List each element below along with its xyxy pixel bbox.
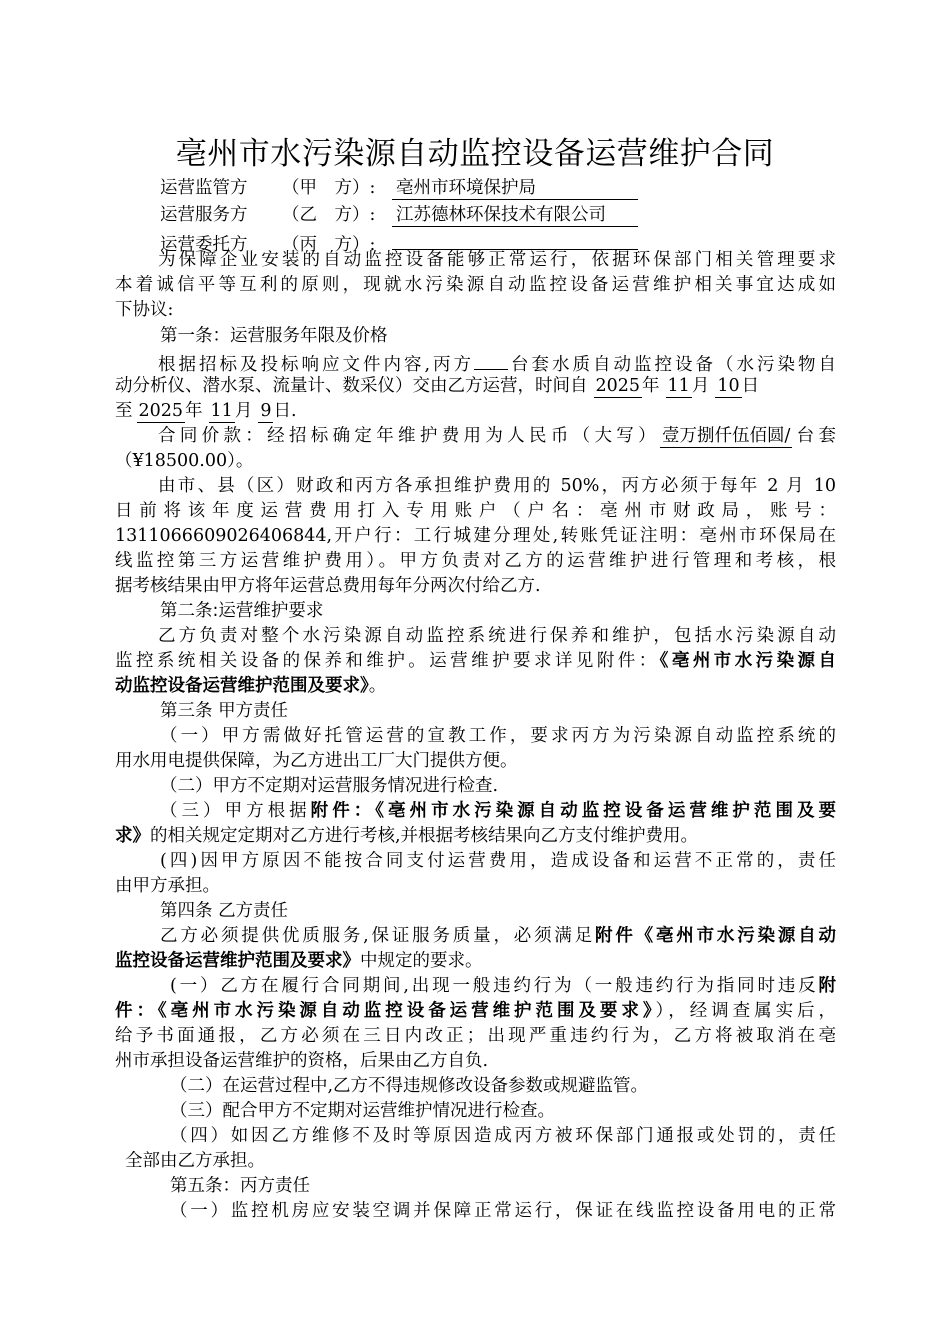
text: 日. (273, 401, 297, 421)
text: ），经调查属实后， (655, 1001, 837, 1021)
article-4-line (115, 949, 483, 974)
attachment-ref: 监控设备运营维护范围及要求》 (115, 951, 360, 971)
article-5-heading: 第五条：丙方责任 (170, 1176, 310, 1196)
party-name: 亳州市环境保护局 (392, 177, 638, 200)
article-3-item: （二）甲方不定期对运营服务情况进行检查. (160, 776, 499, 796)
party-service (160, 203, 638, 227)
text: 动分析仪、潜水泵、流量计、数采仪）交由乙方运营，时间自 (115, 376, 588, 396)
price-number: （¥18500.00）。 (115, 451, 254, 471)
payment-line: 1311066609026406844,开户行：工行城建分理处,转账凭证注明：亳州市环保局在 (115, 526, 836, 546)
article-2-heading: 第二条:运营维护要求 (160, 601, 324, 621)
party-role: （丙 方）: (282, 235, 376, 255)
attachment-ref: 《亳州市水污染源自 (659, 651, 837, 671)
party-name: 江苏德林环保技术有限公司 (392, 204, 638, 227)
document-title: 亳州市水污染源自动监控设备运营维护合同 (175, 136, 775, 172)
party-supervisor (160, 176, 638, 200)
end-month: 11 (210, 401, 233, 421)
start-year: 2025 (595, 376, 641, 396)
article-4-heading: 第四条 乙方责任 (160, 901, 289, 921)
article-4-item: 全部由乙方承担。 (125, 1151, 265, 1171)
article-5-item: （一）监控机房应安装空调并保障正常运行，保证在线监控设备用电的正常 (170, 1201, 836, 1221)
price-in-words: 壹万捌仟伍佰圆/ (661, 426, 791, 446)
article-2-line (115, 649, 836, 674)
article-2-line: 乙方负责对整个水污染源自动监控系统进行保养和维护，包括水污染源自动 (158, 626, 836, 646)
party-label: 运营服务方 (160, 205, 248, 225)
text: 监控系统相关设备的保养和维护。运营维护要求详见附件： (115, 651, 660, 671)
article-4-item (115, 999, 836, 1024)
text: 至 (115, 401, 133, 421)
article-3-heading: 第三条 甲方责任 (160, 701, 289, 721)
text: 。 (368, 676, 387, 696)
text: 年 (185, 401, 203, 421)
text: 根据招标及投标响应文件内容,丙方 (158, 355, 475, 375)
article-4-item: （三）配合甲方不定期对运营维护情况进行检查。 (170, 1101, 555, 1121)
article-1-price (158, 424, 836, 449)
attachment-ref: 附件：《亳州市水污染源自动监控设备运营维护范围及要 (310, 801, 837, 821)
attachment-ref: 件：《亳州市水污染源自动监控设备运营维护范围及要求》 (115, 1001, 656, 1021)
party-name (392, 227, 638, 250)
text: 月 (691, 376, 710, 396)
article-4-item (170, 974, 836, 999)
payment-line: 线监控第三方运营维护费用）。甲方负责对乙方的运营维护进行管理和考核，根 (115, 551, 836, 571)
attachment-ref: 动监控设备运营维护范围及要求》 (115, 676, 369, 696)
text: 台套 (792, 426, 837, 446)
article-4-line (160, 924, 836, 949)
article-1-line (115, 374, 759, 399)
text: 台套水质自动监控设备（水污染物自 (508, 355, 836, 375)
start-month: 11 (667, 376, 690, 396)
article-3-item (115, 824, 698, 849)
intro-line: 本着诚信平等互利的原则，现就水污染源自动监控设备运营维护相关事宜达成如 (115, 275, 836, 295)
intro-line: 下协议: (115, 300, 174, 320)
intro-line: 为保障企业安装的自动监控设备能够正常运行，依据环保部门相关管理要求 (158, 250, 836, 270)
party-role: （乙 方）: (282, 205, 376, 225)
attachment-ref: 附 (818, 976, 836, 996)
text: 乙方必须提供优质服务,保证服务质量，必须满足 (160, 926, 596, 946)
article-1-line (158, 349, 836, 374)
article-2-line (115, 674, 386, 699)
party-role: （甲 方）: (282, 178, 376, 198)
text: 中规定的要求。 (360, 951, 483, 971)
attachment-ref: 附件《亳州市水污染源自动 (595, 926, 837, 946)
attachment-ref: 求》 (115, 826, 150, 846)
end-day: 9 (260, 401, 272, 421)
quantity-blank (474, 349, 508, 370)
start-day: 10 (717, 376, 740, 396)
article-4-item: （四）如因乙方维修不及时等原因造成丙方被环保部门通报或处罚的，责任 (170, 1126, 836, 1146)
text: 年 (642, 376, 660, 396)
article-4-item: 州市承担设备运营维护的资格，后果由乙方自负. (115, 1051, 489, 1071)
article-3-item (160, 799, 836, 824)
article-3-item: （一）甲方需做好托管运营的宣教工作，要求丙方为污染源自动监控系统的 (160, 726, 836, 746)
article-3-item: 用水用电提供保障，为乙方进出工厂大门提供方便。 (115, 751, 518, 771)
article-3-item: 由甲方承担。 (115, 876, 220, 896)
article-3-item: (四)因甲方原因不能按合同支付运营费用，造成设备和运营不正常的，责任 (160, 851, 836, 871)
payment-line: 由市、县（区）财政和丙方各承担维护费用的 50%，丙方必须于每年 2 月 10 (158, 476, 836, 496)
party-label: 运营监管方 (160, 178, 248, 198)
payment-line: 日前将该年度运营费用打入专用账户（户名：亳州市财政局，账号： (115, 501, 836, 521)
article-1-heading: 第一条：运营服务年限及价格 (160, 326, 388, 346)
end-year: 2025 (138, 401, 184, 421)
text: 合同价款：经招标确定年维护费用为人民币（大写） (158, 426, 660, 446)
text: (一）乙方在履行合同期间,出现一般违约行为（一般违约行为指同时违反 (170, 976, 819, 996)
payment-line: 据考核结果由甲方将年运营总费用每年分两次付给乙方. (115, 576, 541, 596)
party-label: 运营委托方 (160, 235, 248, 255)
text: 月 (234, 401, 253, 421)
text: 的相关规定定期对乙方进行考核,并根据考核结果向乙方支付维护费用。 (150, 826, 699, 846)
text: 日 (741, 376, 760, 396)
article-1-line (115, 399, 297, 424)
text: （三）甲方根据 (160, 801, 311, 821)
article-4-item: 给予书面通报，乙方必须在三日内改正；出现严重违约行为，乙方将被取消在亳 (115, 1026, 836, 1046)
article-4-item: （二）在运营过程中,乙方不得违规修改设备参数或规避监管。 (170, 1076, 649, 1096)
